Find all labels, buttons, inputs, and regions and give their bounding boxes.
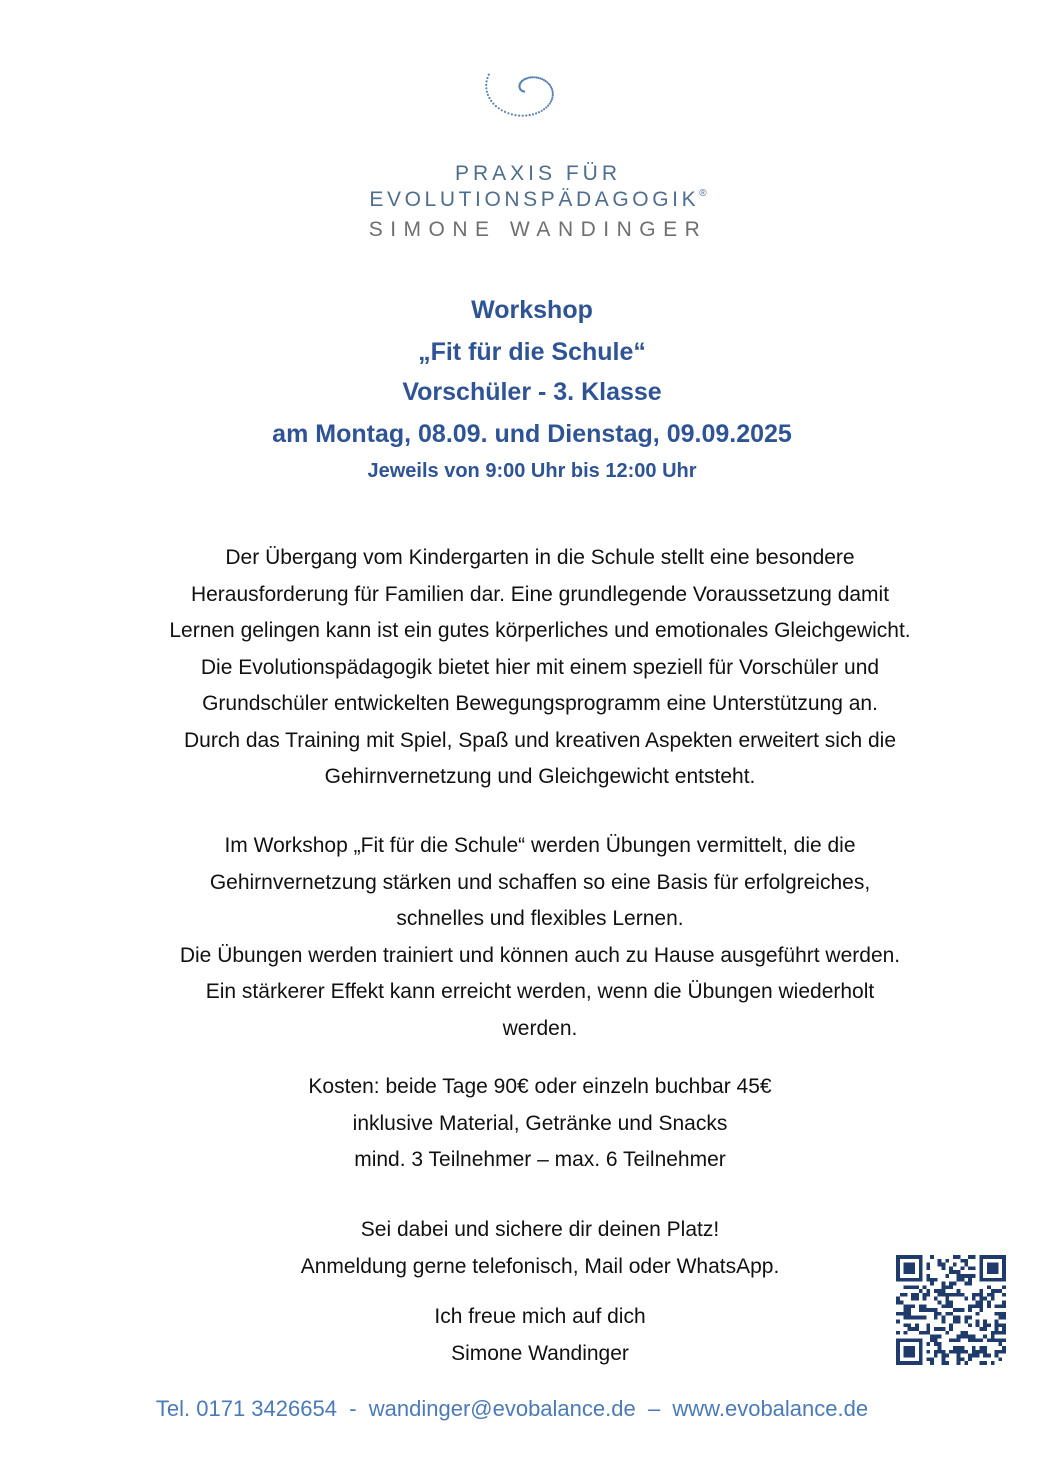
qr-code-icon[interactable]	[896, 1255, 1006, 1365]
logo-line-evolution: EVOLUTIONSPÄDAGOGIK®	[369, 188, 707, 211]
workshop-paragraph	[0, 828, 1064, 1047]
text-line: inklusive Material, Getränke und Snacks	[352, 1111, 728, 1135]
text-line: Grundschüler entwickelten Bewegungsprogramm eine Unterstützung an.	[202, 692, 878, 715]
text-line: Im Workshop „Fit für die Schule“ werden Übungen vermittelt, die die	[224, 834, 856, 857]
workshop-title: Workshop	[471, 296, 593, 324]
logo-line-name: SIMONE WANDINGER	[368, 218, 708, 241]
text-line: Der Übergang vom Kindergarten in die Schule stellt eine besondere	[225, 546, 855, 569]
workshop-subtitle: „Fit für die Schule“	[418, 338, 646, 366]
text-line: Lernen gelingen kann ist ein gutes körperliches und emotionales Gleichgewicht.	[169, 619, 911, 642]
phone-link[interactable]: Tel. 0171 3426654	[155, 1396, 337, 1421]
registered-mark: ®	[699, 188, 707, 199]
text-line: Gehirnvernetzung stärken und schaffen so eine Basis für erfolgreiches,	[209, 870, 871, 894]
text-line: Sei dabei und sichere dir deinen Platz!	[360, 1218, 720, 1241]
website-link[interactable]: www.evobalance.de	[672, 1396, 869, 1421]
audience: Vorschüler - 3. Klasse	[402, 378, 662, 406]
costs-paragraph	[0, 1069, 1064, 1179]
separator: -	[336, 1396, 369, 1421]
text-line: mind. 3 Teilnehmer – max. 6 Teilnehmer	[354, 1148, 726, 1171]
text-line: Ich freue mich auf dich	[434, 1305, 646, 1328]
dates: am Montag, 08.09. und Dienstag, 09.09.2025	[272, 420, 792, 448]
text-line: Anmeldung gerne telefonisch, Mail oder WhatsApp.	[300, 1254, 780, 1278]
text-line: schnelles und flexibles Lernen.	[396, 907, 684, 930]
intro-paragraph	[0, 540, 1064, 796]
text-line: Ein stärkerer Effekt kann erreicht werden, wenn die Übungen wiederholt	[205, 980, 875, 1003]
text-line: Gehirnvernetzung und Gleichgewicht entsteht.	[324, 765, 756, 788]
footer-contact	[0, 1396, 1024, 1422]
logo-line-praxis: PRAXIS FÜR	[454, 162, 622, 185]
logo	[368, 62, 708, 252]
times: Jeweils von 9:00 Uhr bis 12:00 Uhr	[367, 460, 697, 482]
separator: –	[635, 1396, 673, 1421]
text-line: Die Evolutionspädagogik bietet hier mit einem speziell für Vorschüler und	[200, 655, 880, 679]
text-line: werden.	[502, 1016, 578, 1040]
text-line: Durch das Training mit Spiel, Spaß und kreativen Aspekten erweitert sich die	[183, 728, 897, 752]
text-line: Herausforderung für Familien dar. Eine grundlegende Voraussetzung damit	[190, 582, 890, 606]
email-link[interactable]: wandinger@evobalance.de	[368, 1396, 636, 1421]
text-line: Kosten: beide Tage 90€ oder einzeln buchbar 45€	[308, 1075, 772, 1098]
text-line: Die Übungen werden trainiert und können auch zu Hause ausgeführt werden.	[179, 943, 901, 967]
spiral-dots-icon	[470, 62, 600, 142]
signature: Simone Wandinger	[451, 1341, 629, 1365]
